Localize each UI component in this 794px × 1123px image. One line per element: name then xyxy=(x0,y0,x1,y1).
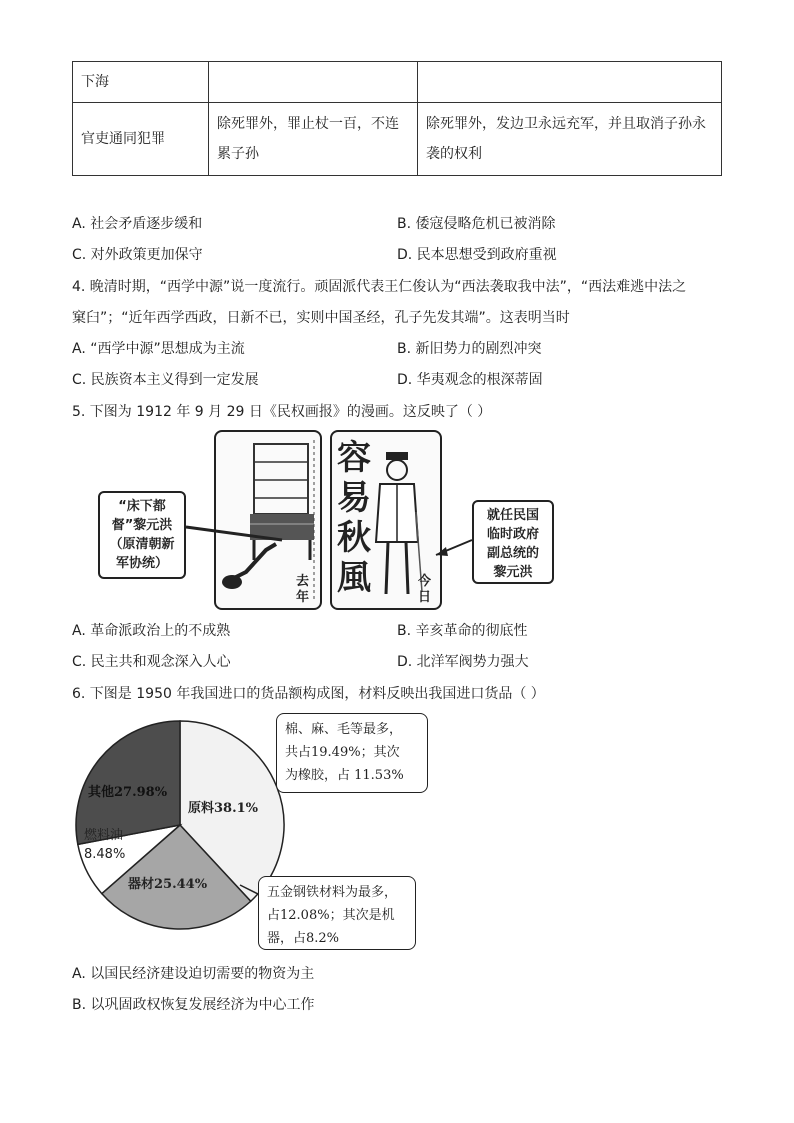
cartoon-title-char: 秋 xyxy=(337,518,371,558)
callout-line: 副总统的 xyxy=(486,546,539,561)
cartoon-title-char: 易 xyxy=(337,478,371,518)
question-4-stem-cont: 窠臼”；“近年西学西政，日新不已，实则中国圣经，孔子先发其端”。这表明当时 xyxy=(72,310,570,326)
question-4-stem: 4. 晚清时期，“西学中源”说一度流行。顽固派代表王仁俊认为“西法袭取我中法”，“西法难逃中法之 xyxy=(72,279,687,295)
annotation-bubble-raw xyxy=(276,713,428,793)
option-a: A. 以国民经济建设迫切需要的物资为主 xyxy=(72,966,315,982)
bubble-line: 器，占8.2% xyxy=(267,931,340,946)
bubble-line: 共占19.49%；其次 xyxy=(285,745,400,760)
pie-label-fuel: 燃料油 xyxy=(84,828,124,843)
callout-line: 督”黎元洪 xyxy=(111,518,173,533)
bubble-line: 五金钢铁材料为最多， xyxy=(267,885,398,900)
option-a: A. 社会矛盾逐步缓和 xyxy=(72,216,203,232)
cartoon-corner-label: 去 xyxy=(296,574,310,589)
cell-text: 累子孙 xyxy=(217,146,259,162)
bubble-line: 占12.08%；其次是机 xyxy=(267,908,395,923)
cartoon-corner-label: 今 xyxy=(418,574,432,589)
option-c: C. 民族资本主义得到一定发展 xyxy=(72,372,259,388)
callout-line: 黎元洪 xyxy=(493,565,533,580)
cartoon-corner-label: 年 xyxy=(296,590,310,605)
option-d: D. 民本思想受到政府重视 xyxy=(397,247,557,263)
question-5-stem: 5. 下图为 1912 年 9 月 29 日《民权画报》的漫画。这反映了（ ） xyxy=(72,404,492,420)
cartoon-title-char: 風 xyxy=(337,558,371,598)
callout-line: 军协统） xyxy=(115,556,168,571)
pie-label-raw: 原料38.1% xyxy=(188,801,259,816)
cartoon-corner-label: 日 xyxy=(418,590,432,605)
option-b: B. 以巩固政权恢复发展经济为中心工作 xyxy=(72,997,315,1013)
callout-line: （原清朝新 xyxy=(109,537,175,552)
option-d: D. 北洋军阀势力强大 xyxy=(397,654,529,670)
option-c: C. 对外政策更加保守 xyxy=(72,247,203,263)
pie-label-fuel-value: 8.48% xyxy=(84,847,126,862)
callout-line: “床下都 xyxy=(118,499,166,514)
bubble-line: 为橡胶，占 11.53% xyxy=(285,768,404,783)
option-b: B. 新旧势力的剧烈冲突 xyxy=(397,341,542,357)
pie-slices xyxy=(76,721,284,929)
cartoon-title-char: 容 xyxy=(337,438,371,478)
pie-label-equip: 器材25.44% xyxy=(128,877,208,892)
callout-line: 就任民国 xyxy=(486,508,539,523)
option-d: D. 华夷观念的根深蒂固 xyxy=(397,372,543,388)
cell-text: 除死罪外，发边卫永远充军，并且取消子孙永 xyxy=(426,116,706,132)
table-cell: 下海 xyxy=(73,62,209,103)
table-cell: 官吏通同犯罪 xyxy=(73,103,209,176)
option-b: B. 辛亥革命的彻底性 xyxy=(397,623,528,639)
option-a: A. “西学中源”思想成为主流 xyxy=(72,341,245,357)
annotation-bubble-equip xyxy=(258,876,416,950)
question-6-stem: 6. 下图是 1950 年我国进口的货品额构成图，材料反映出我国进口货品（ ） xyxy=(72,686,545,702)
cell-text: 除死罪外，罪止杖一百，不连 xyxy=(217,116,399,132)
option-b: B. 倭寇侵略危机已被消除 xyxy=(397,216,556,232)
pie-slice-other xyxy=(76,721,180,844)
option-c: C. 民主共和观念深入人心 xyxy=(72,654,231,670)
cell-text: 袭的权利 xyxy=(426,146,482,162)
bubble-line: 棉、麻、毛等最多， xyxy=(285,722,403,737)
callout-line: 临时政府 xyxy=(486,527,539,542)
option-a: A. 革命派政治上的不成熟 xyxy=(72,623,231,639)
pie-label-other: 其他27.98% xyxy=(88,785,168,800)
